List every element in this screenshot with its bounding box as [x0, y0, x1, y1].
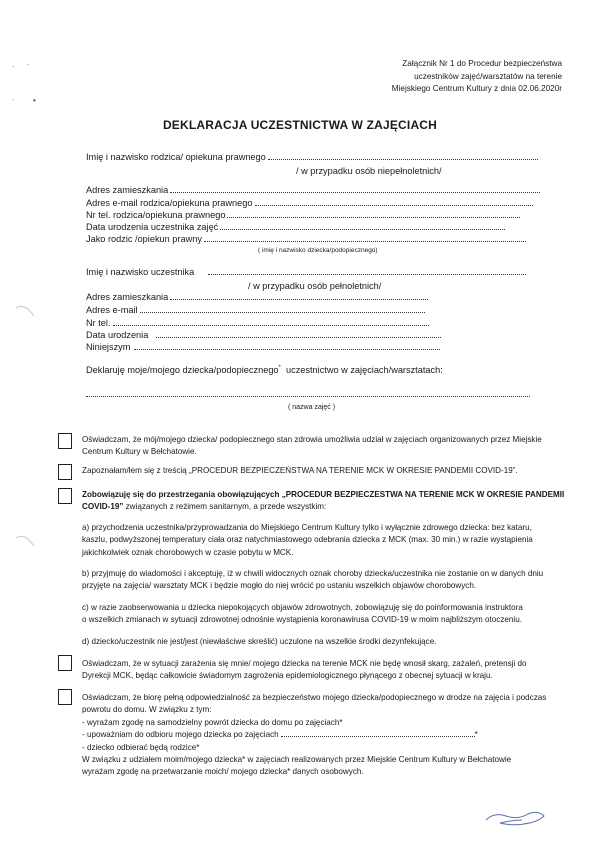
field-label: Jako rodzic /opiekun prawny [86, 234, 202, 244]
health-checkbox[interactable] [58, 433, 72, 449]
risk-checkbox[interactable] [58, 655, 72, 671]
fill-line [204, 233, 526, 242]
scan-mark: - [12, 62, 15, 71]
parent-name-field[interactable] [86, 151, 538, 164]
footnote-star: * [474, 730, 478, 740]
statement-line: a) przychodzenia uczestnika/przyprowadzania do Miejskiego Centrum Kultury tylko i wyłącznie zdrowego dziecka: bez kataru, [82, 523, 532, 532]
statement-line: Dyrekcji MCK, będąc całkowicie świadomym zagrożenia epidemiologicznego płynącego z obecnej sytuacji w kraju. [82, 671, 493, 681]
fill-line [227, 209, 520, 218]
class-name-fill-line[interactable] [86, 396, 530, 397]
point-c [82, 602, 523, 627]
point-b [82, 568, 543, 593]
statement-line: W związku z udziałem moim/mojego dziecka* w zajęciach realizowanych przez Miejskie Centrum Kultury w Bełchatowie [82, 755, 512, 765]
document-title: DEKLARACJA UCZESTNICTWA W ZAJĘCIACH [162, 118, 438, 132]
participant-address-field[interactable] [86, 291, 428, 304]
field-label: Adres zamieszkania [86, 292, 169, 302]
statement-line [82, 729, 546, 741]
fill-line [208, 266, 526, 275]
commit-statement [82, 489, 564, 514]
procedure-read-checkbox[interactable] [58, 464, 72, 480]
fill-line [113, 317, 429, 326]
procedure-read-statement: Zapoznałam/łem się z treścią „PROCEDUR BEZPIECZEŃSTWA NA TERENIE MCK W OKRESIE PANDEMII COVID-19”. [82, 466, 518, 475]
statement-line: Centrum Kultury w Bełchatowie. [82, 447, 197, 457]
field-label: Adres e-mail [86, 305, 138, 315]
footnote-star: * [278, 365, 281, 371]
hereby-field[interactable] [86, 341, 440, 354]
health-statement [82, 434, 542, 459]
field-label: Data urodzenia uczestnika zajęć [86, 222, 219, 232]
responsibility-checkbox[interactable] [58, 689, 72, 705]
fill-line [156, 329, 441, 338]
fill-line [255, 197, 533, 206]
risk-statement [82, 658, 526, 683]
class-name-note: ( nazwa zajęć ) [288, 404, 336, 411]
statement-line: powrotu do domu. W związku z tym: [82, 705, 212, 715]
statement-bold: COVID-19” [82, 502, 124, 512]
statement-line: Zobowiązuję się do przestrzegania obowiązujących „PROCEDUR BEZPIECZESTWA NA TERENIE MCK W OKRESIE PANDEMII [82, 490, 565, 499]
signature-scribble [484, 808, 548, 830]
scan-mark: - [12, 95, 15, 104]
statement-line: wyrażam zgodę na przetwarzanie moich/ mojego dziecka* danych osobowych. [82, 767, 364, 777]
declaration-text: uczestnictwo w zajęciach/warsztatach: [286, 365, 443, 376]
declaration-line [86, 362, 443, 375]
fill-line [268, 151, 538, 160]
as-parent-field[interactable] [86, 233, 526, 246]
field-label: Nr tel. rodzica/opiekuna prawnego [86, 210, 226, 220]
statement-text: - upoważniam do odbioru mojego dziecka po zajęciach [82, 730, 279, 740]
header-line: Załącznik Nr 1 do Procedur bezpieczeństwa [402, 59, 562, 68]
statement-line: - dziecko odbierać będą rodzice* [82, 742, 200, 752]
statement-line: Oświadczam, że w sytuacji zarażenia się mnie/ mojego dziecka na terenie MCK nie będę wnosił skarg, zażaleń, pretensji do [82, 659, 527, 668]
field-label: Imię i nazwisko uczestnika [86, 267, 195, 277]
field-label: Data urodzenia [86, 330, 149, 340]
field-label: Imię i nazwisko rodzica/ opiekuna prawnego [86, 152, 266, 162]
fill-line [134, 341, 440, 350]
participant-email-field[interactable] [86, 304, 425, 317]
field-label: Nr tel. [86, 318, 111, 328]
attachment-header [302, 58, 562, 96]
field-label: Adres e-mail rodzica/opiekuna prawnego [86, 198, 253, 208]
statement-line [82, 501, 564, 513]
statement-line: c) w razie zaobserwowania u dziecka niepokojących objawów zdrowotnych, zobowiązuję się do poinformowania instruktora [82, 603, 523, 612]
statement-line: - wyrażam zgodę na samodzielny powrót dziecka do domu po zajęciach* [82, 717, 343, 727]
field-label: Adres zamieszkania [86, 185, 169, 195]
fill-line [170, 291, 428, 300]
statement-line: przyjęte na zajęcia/ warsztaty MCK i będzie mogło do niej wrócić po ustaniu wszelkich objawów chorobowych. [82, 581, 477, 591]
statement-line: o wszelkich zmianach w sytuacji zdrowotnej odnośnie wystąpienia koronawirusa COVID-19 w moim najbliższym otoczeniu. [82, 615, 522, 625]
header-line: uczestników zajęć/warsztatów na terenie [414, 71, 562, 81]
statement-line: kaszlu, podwyższonej temperatury ciała oraz natychmiastowego odebrania dziecka z MCK (max. 30 min.) w razie wystąpienia [82, 535, 533, 545]
child-name-note: ( imię i nazwisko dziecka/podopiecznego) [258, 247, 378, 254]
adults-note: / w przypadku osób pełnoletnich/ [248, 281, 382, 291]
statement-line: jakichkolwiek oznak chorobowych w czasie pobytu w MCK. [82, 547, 294, 557]
fill-line [140, 304, 425, 313]
point-a [82, 522, 533, 559]
scan-arc-mark [14, 530, 36, 550]
scan-mark: - [27, 60, 30, 69]
statement-line: Oświadczam, że mój/mojego dziecka/ podopiecznego stan zdrowia umożliwia udział w zajęciach organizowanych przez Miejskie [82, 435, 542, 444]
pickup-fill-line[interactable] [281, 730, 475, 737]
minors-note: / w przypadku osób niepełnoletnich/ [296, 166, 442, 176]
scan-mark: • [33, 96, 36, 105]
statement-text: związanych z reżimem sanitarnym, a przede wszystkim: [123, 502, 327, 512]
statement-line: Oświadczam, że biorę pełną odpowiedzialność za bezpieczeństwo mojego dziecka/podopiecznego w drodze na zajęcia i podczas [82, 693, 547, 702]
statement-line: b) przyjmuję do wiadomości i akceptuję, iż w chwili widocznych oznak choroby dziecka/uczestnika nie zostanie on w danych dniu [82, 569, 544, 578]
scan-arc-mark [14, 300, 36, 320]
participant-name-field[interactable] [86, 266, 526, 279]
header-line: Miejskiego Centrum Kultury z dnia 02.06.2020r [391, 84, 562, 93]
point-d: d) dziecko/uczestnik nie jest/jest (niewłaściwe skreślić) uczulone na wszelkie środki dezynfekujące. [82, 637, 437, 646]
parent-address-field[interactable] [86, 184, 540, 197]
responsibility-statement [82, 692, 546, 779]
fill-line [170, 184, 540, 193]
field-label: Niniejszym [86, 342, 131, 352]
fill-line [220, 221, 505, 230]
declaration-text: Deklaruję moje/mojego dziecka/podopiecznego [86, 365, 279, 376]
commit-checkbox[interactable] [58, 488, 72, 504]
